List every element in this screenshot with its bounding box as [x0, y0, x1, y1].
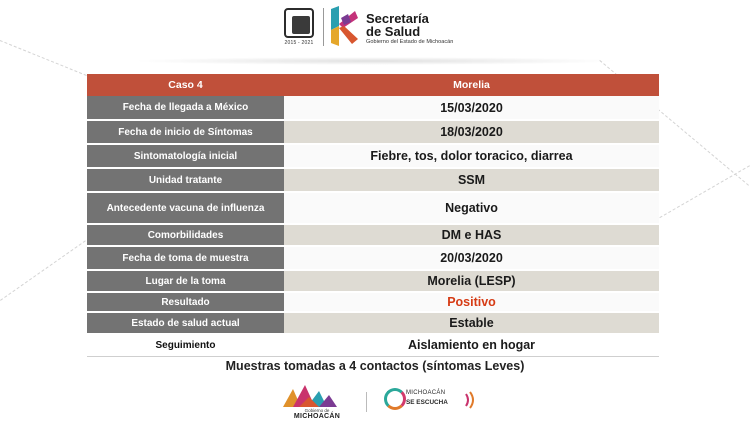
row-value: SSM [284, 168, 659, 192]
row-label: Sintomatología inicial [87, 144, 284, 168]
escucha-line-1: MICHOACÁN [406, 390, 446, 396]
row-value: Estable [284, 312, 659, 334]
row-label: Fecha de inicio de Síntomas [87, 120, 284, 144]
secretaria-title [366, 12, 429, 38]
row-value: DM e HAS [284, 224, 659, 246]
table-row [87, 168, 659, 192]
table-row [87, 292, 659, 312]
seal-caption: 2015 - 2021 [284, 40, 314, 46]
row-label: Fecha de llegada a México [87, 96, 284, 120]
case-table [87, 74, 659, 357]
result-positive-value: Positivo [284, 292, 659, 312]
secretaria-subtitle: Gobierno del Estado de Michoacán [366, 39, 454, 45]
michoacan-text: MICHOACÁN [293, 413, 341, 420]
table-row [87, 96, 659, 120]
title-line-1: Secretaría [366, 11, 429, 26]
table-header-row [87, 74, 659, 96]
gobierno-de-text: Gobierno de [304, 408, 330, 413]
michoacan-se-escucha-logo [384, 388, 478, 412]
table-row [87, 224, 659, 246]
row-value: 15/03/2020 [284, 96, 659, 120]
row-label: Estado de salud actual [87, 312, 284, 334]
state-seal-logo [284, 8, 314, 46]
header [0, 0, 750, 58]
row-value: 20/03/2020 [284, 246, 659, 270]
gobierno-michoacan-logo-icon [279, 383, 341, 409]
contacts-note: Muestras tomadas a 4 contactos (síntomas Leves) [225, 359, 525, 373]
secretaria-k-logo-icon [331, 6, 359, 46]
row-value: Negativo [284, 192, 659, 224]
sound-waves-icon [464, 390, 478, 410]
header-divider [323, 8, 324, 46]
row-value: Aislamiento en hogar [284, 334, 659, 356]
header-shadow [130, 57, 620, 65]
table-row [87, 192, 659, 224]
footer-divider [366, 392, 367, 412]
escucha-line-2: SE ESCUCHA [406, 399, 448, 406]
row-value: Fiebre, tos, dolor toracico, diarrea [284, 144, 659, 168]
row-label: Antecedente vacuna de influenza [87, 192, 284, 224]
escucha-circle-icon [384, 388, 406, 410]
row-label: Seguimiento [87, 334, 284, 356]
table-row [87, 312, 659, 334]
row-label: Resultado [87, 292, 284, 312]
footer [0, 378, 750, 423]
table-row [87, 120, 659, 144]
row-label: Comorbilidades [87, 224, 284, 246]
table-row [87, 270, 659, 292]
case-label-header: Caso 4 [87, 74, 284, 96]
row-label: Lugar de la toma [87, 270, 284, 292]
table-row [87, 144, 659, 168]
case-city-header: Morelia [284, 74, 659, 96]
row-label: Unidad tratante [87, 168, 284, 192]
table-row [87, 246, 659, 270]
title-line-2: de Salud [366, 24, 421, 39]
row-value: 18/03/2020 [284, 120, 659, 144]
table-row [87, 334, 659, 356]
row-value: Morelia (LESP) [284, 270, 659, 292]
row-label: Fecha de toma de muestra [87, 246, 284, 270]
